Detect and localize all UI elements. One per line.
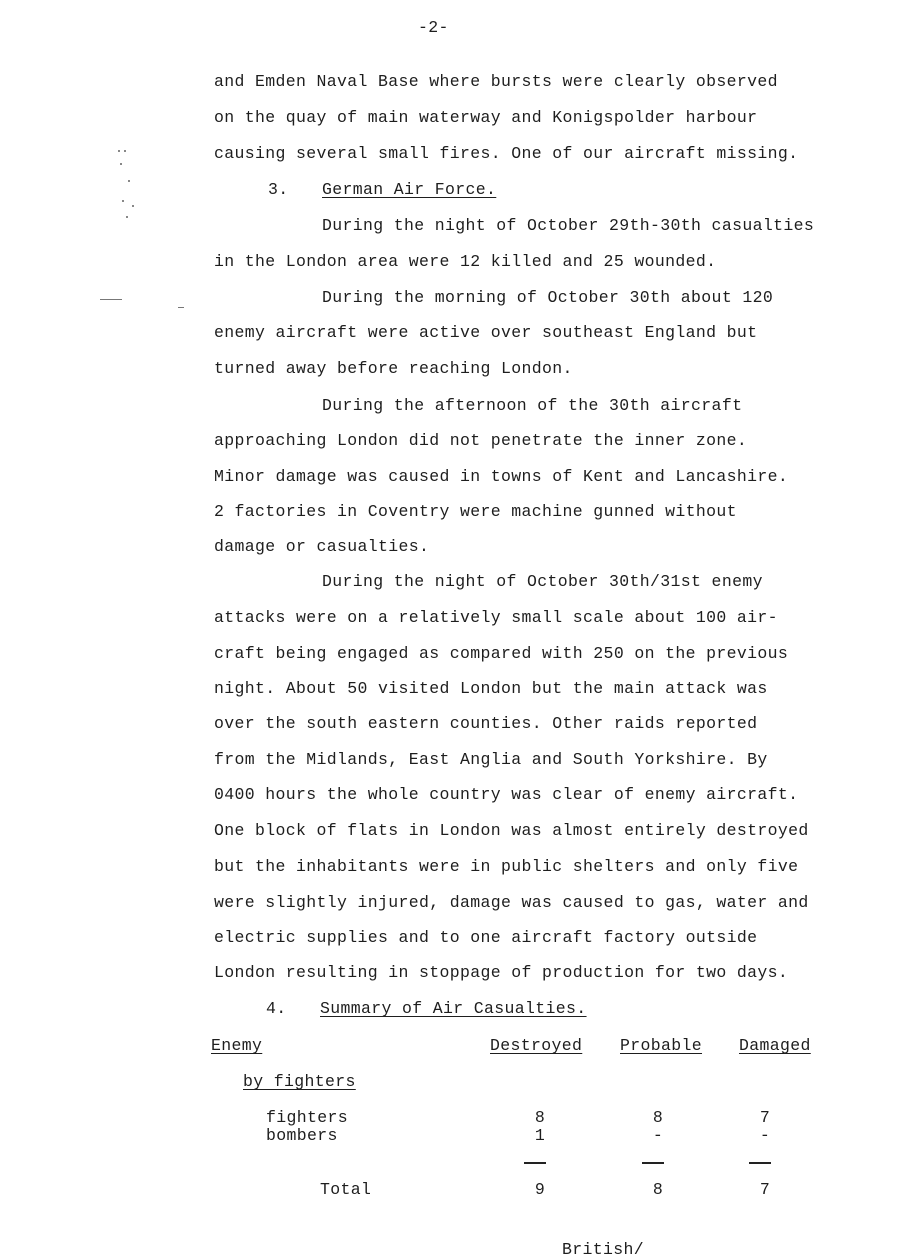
paragraph-line: enemy aircraft were active over southeast England but	[214, 323, 758, 342]
table-cell-probable: 8	[652, 1108, 664, 1127]
continuation-line: on the quay of main waterway and Konigspolder harbour	[214, 108, 758, 127]
paragraph-line: electric supplies and to one aircraft factory outside	[214, 928, 758, 947]
margin-mark	[124, 150, 126, 152]
margin-mark	[128, 180, 130, 182]
table-cell-damaged: -	[759, 1126, 771, 1145]
section-3-heading: German Air Force.	[322, 180, 497, 199]
table-row-label: fighters	[266, 1108, 349, 1127]
paragraph-line: over the south eastern counties. Other raids reported	[214, 714, 758, 733]
table-cell-damaged: 7	[759, 1108, 771, 1127]
paragraph-line: were slightly injured, damage was caused to gas, water and	[214, 893, 809, 912]
table-total-probable: 8	[652, 1180, 664, 1199]
paragraph-line: night. About 50 visited London but the main attack was	[214, 679, 768, 698]
paragraph-line: London resulting in stoppage of production for two days.	[214, 963, 789, 982]
table-total-label: Total	[320, 1180, 372, 1199]
margin-mark	[132, 205, 134, 207]
paragraph-line: but the inhabitants were in public shelters and only five	[214, 857, 799, 876]
table-row-label: bombers	[266, 1126, 338, 1145]
table-header-probable: Probable	[620, 1036, 703, 1055]
table-header-destroyed: Destroyed	[490, 1036, 583, 1055]
table-total-damaged: 7	[759, 1180, 771, 1199]
margin-mark	[118, 150, 120, 152]
paragraph-line: craft being engaged as compared with 250 on the previous	[214, 644, 789, 663]
catchword: British/	[562, 1240, 645, 1259]
paragraph-line: damage or casualties.	[214, 537, 430, 556]
table-total-destroyed: 9	[534, 1180, 546, 1199]
table-cell-probable: -	[652, 1126, 664, 1145]
table-cell-destroyed: 1	[534, 1126, 546, 1145]
margin-mark	[120, 163, 122, 165]
paragraph-line: approaching London did not penetrate the inner zone.	[214, 431, 748, 450]
table-cell-destroyed: 8	[534, 1108, 546, 1127]
paragraph-line: During the morning of October 30th about 120	[322, 288, 774, 307]
sum-rule	[642, 1162, 664, 1164]
table-header-enemy: Enemy	[211, 1036, 263, 1055]
margin-mark	[100, 299, 122, 300]
paragraph-line: Minor damage was caused in towns of Kent and Lancashire.	[214, 467, 789, 486]
margin-mark	[178, 307, 184, 308]
continuation-line: and Emden Naval Base where bursts were clearly observed	[214, 72, 778, 91]
paragraph-line: attacks were on a relatively small scale about 100 air-	[214, 608, 778, 627]
continuation-line: causing several small fires. One of our aircraft missing.	[214, 144, 799, 163]
page-number: -2-	[418, 18, 449, 37]
table-header-damaged: Damaged	[739, 1036, 811, 1055]
margin-mark	[122, 200, 124, 202]
section-4-number: 4.	[266, 999, 287, 1018]
paragraph-line: During the night of October 29th-30th casualties	[322, 216, 815, 235]
sum-rule	[749, 1162, 771, 1164]
paragraph-line: 2 factories in Coventry were machine gunned without	[214, 502, 737, 521]
paragraph-line: During the night of October 30th/31st enemy	[322, 572, 763, 591]
table-subgroup-by-fighters: by fighters	[243, 1072, 356, 1091]
margin-mark	[126, 216, 128, 218]
paragraph-line: in the London area were 12 killed and 25 wounded.	[214, 252, 717, 271]
paragraph-line: turned away before reaching London.	[214, 359, 573, 378]
paragraph-line: 0400 hours the whole country was clear of enemy aircraft.	[214, 785, 799, 804]
section-3-number: 3.	[268, 180, 289, 199]
sum-rule	[524, 1162, 546, 1164]
paragraph-line: During the afternoon of the 30th aircraft	[322, 396, 743, 415]
paragraph-line: from the Midlands, East Anglia and South Yorkshire. By	[214, 750, 768, 769]
paragraph-line: One block of flats in London was almost entirely destroyed	[214, 821, 809, 840]
section-4-heading: Summary of Air Casualties.	[320, 999, 587, 1018]
